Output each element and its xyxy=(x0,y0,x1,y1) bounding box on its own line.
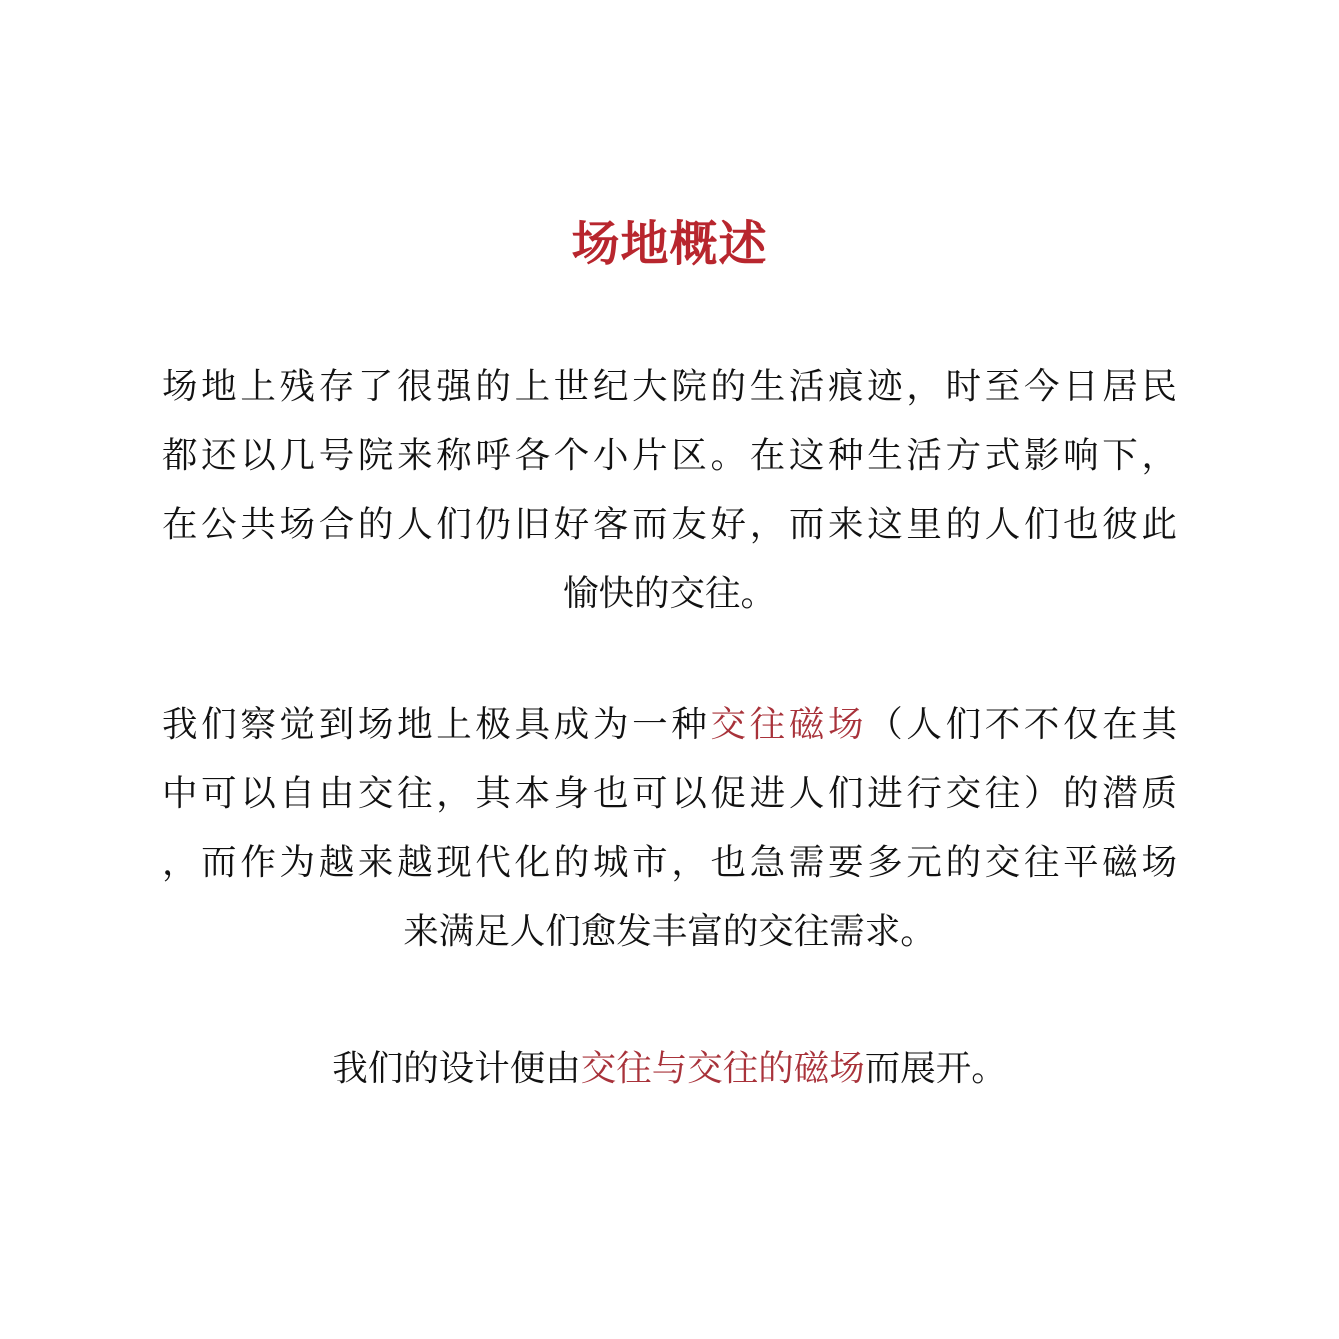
highlight-term: 交往与交往的磁场 xyxy=(580,1048,865,1089)
text-line xyxy=(162,690,1177,759)
paragraph-site-description xyxy=(162,352,1177,628)
page-title: 场地概述 xyxy=(571,216,768,272)
text-line: 愉快的交往。 xyxy=(562,573,776,614)
text-line: 中可以自由交往，其本身也可以促进人们进行交往）的潜质 xyxy=(162,773,1177,814)
paragraph-design-statement xyxy=(162,1034,1177,1103)
text-line xyxy=(162,1034,1177,1103)
text-line: 来满足人们愈发丰富的交往需求。 xyxy=(403,911,936,952)
highlight-term: 交往磁场 xyxy=(710,704,868,745)
text-segment: 我们察觉到场地上极具成为一种 xyxy=(162,704,711,745)
text-segment: 我们的设计便由 xyxy=(332,1048,581,1089)
text-line: 场地上残存了很强的上世纪大院的生活痕迹，时至今日居民 xyxy=(162,366,1177,407)
text-line: 在公共场合的人们仍旧好客而友好，而来这里的人们也彼此 xyxy=(162,504,1177,545)
text-line: 都还以几号院来称呼各个小片区。在这种生活方式影响下， xyxy=(162,435,1177,476)
text-segment: （人们不不仅在其 xyxy=(867,704,1177,745)
paragraph-interaction-field xyxy=(162,690,1177,966)
text-line: ，而作为越来越现代化的城市，也急需要多元的交往平磁场 xyxy=(162,842,1177,883)
text-segment: 而展开。 xyxy=(864,1048,1007,1089)
